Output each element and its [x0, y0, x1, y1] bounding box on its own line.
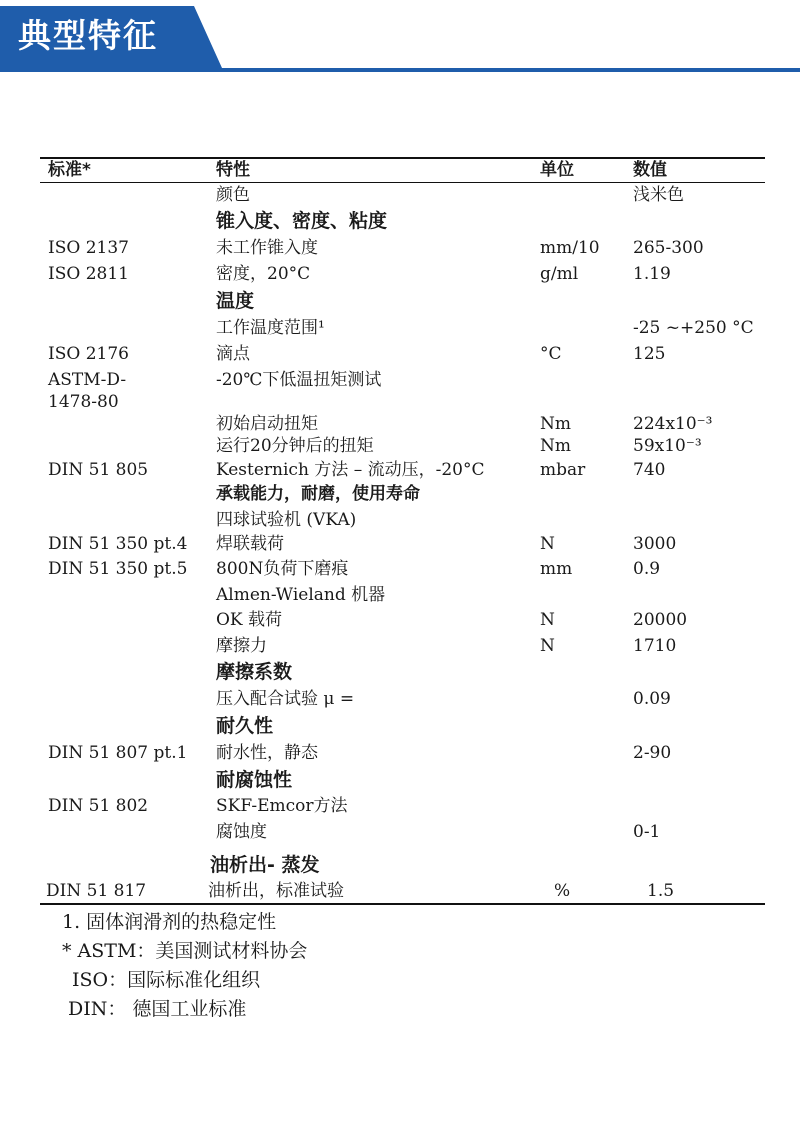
table-cell-value: 125 [633, 344, 666, 364]
header-rule [0, 68, 800, 72]
table-bottom-rule [40, 903, 765, 905]
table-cell-property: -20℃下低温扭矩测试 [216, 370, 382, 390]
table-cell-property: 摩擦力 [216, 636, 267, 656]
table-cell-property: 初始启动扭矩 [216, 414, 318, 434]
section-heading: 耐腐蚀性 [216, 769, 293, 791]
footnotes [62, 908, 307, 1024]
table-cell-standard: DIN 51 350 pt.5 [48, 559, 188, 579]
table-cell-standard: DIN 51 807 pt.1 [48, 743, 188, 763]
table-cell-property: OK 载荷 [216, 610, 283, 630]
table-cell-property: SKF-Emcor方法 [216, 796, 348, 816]
table-cell-property: 耐水性，静态 [216, 743, 318, 763]
column-header-value: 数值 [633, 160, 667, 180]
table-cell-value: 浅米色 [633, 185, 684, 205]
table-cell-standard: ISO 2811 [48, 264, 129, 284]
table-cell-value: 0.9 [633, 559, 661, 579]
section-heading: 锥入度、密度、粘度 [216, 210, 388, 232]
table-cell-value: 3000 [633, 534, 677, 554]
table-cell-value: 0-1 [633, 822, 661, 842]
table-cell-property: 工作温度范围¹ [216, 318, 325, 338]
table-cell-standard: DIN 51 817 [46, 881, 147, 901]
table-cell-unit: N [540, 610, 555, 630]
table-cell-unit: Nm [540, 436, 571, 456]
table-cell-value: -25 ~+250 °C [633, 318, 754, 338]
table-cell-property: Almen-Wieland 机器 [216, 585, 386, 605]
table-cell-property: 未工作锥入度 [216, 238, 318, 258]
section-heading: 温度 [216, 290, 255, 312]
table-cell-property: 四球试验机 (VKA) [216, 510, 357, 530]
table-cell-property: 腐蚀度 [216, 822, 267, 842]
table-cell-unit: % [554, 881, 571, 901]
table-cell-unit: °C [540, 344, 562, 364]
footnote: 1. 固体润滑剂的热稳定性 [62, 911, 277, 933]
footnote: ISO：国际标准化组织 [72, 969, 261, 991]
footnote: DIN： 德国工业标准 [68, 998, 247, 1020]
table-header-rule [40, 182, 765, 183]
table-cell-property: 油析出，标准试验 [208, 881, 344, 901]
table-cell-value: 2-90 [633, 743, 672, 763]
table-cell-unit: mbar [540, 460, 586, 480]
table-cell-standard: DIN 51 350 pt.4 [48, 534, 188, 554]
table-cell-value: 265-300 [633, 238, 704, 258]
table-cell-unit: mm [540, 559, 573, 579]
table-cell-value: 1.5 [647, 881, 675, 901]
page-title: 典型特征 [18, 16, 158, 55]
table-cell-property: 800N负荷下磨痕 [216, 559, 349, 579]
footnote: * ASTM：美国测试材料协会 [62, 940, 308, 962]
section-heading: 摩擦系数 [216, 661, 293, 683]
table-cell-value: 224x10⁻³ [633, 414, 713, 434]
table-cell-standard: ISO 2176 [48, 344, 129, 364]
table-cell-standard: ASTM-D-1478-80 [48, 370, 127, 412]
table-cell-property: 运行20分钟后的扭矩 [216, 436, 374, 456]
table-cell-property: 压入配合试验 μ = [216, 689, 355, 709]
table-cell-property: 颜色 [216, 185, 250, 205]
table-cell-unit: Nm [540, 414, 571, 434]
table-cell-property: 密度，20°C [216, 264, 311, 284]
table-cell-value: 1710 [633, 636, 677, 656]
section-heading: 耐久性 [216, 715, 274, 737]
table-cell-value: 1.19 [633, 264, 671, 284]
table-cell-standard: ISO 2137 [48, 238, 129, 258]
column-header-standard: 标准* [48, 160, 91, 180]
table-cell-standard: DIN 51 805 [48, 460, 149, 480]
table-cell-property: 焊联载荷 [216, 534, 284, 554]
table-cell-value: 59x10⁻³ [633, 436, 702, 456]
table-cell-value: 740 [633, 460, 666, 480]
table-cell-unit: g/ml [540, 264, 579, 284]
table-cell-unit: mm/10 [540, 238, 600, 258]
section-heading: 油析出- 蒸发 [210, 854, 320, 876]
table-cell-property: Kesternich 方法 – 流动压，-20°C [216, 460, 485, 480]
column-header-unit: 单位 [540, 160, 574, 180]
table-cell-standard: DIN 51 802 [48, 796, 149, 816]
table-cell-value: 0.09 [633, 689, 671, 709]
table-cell-property: 滴点 [216, 344, 250, 364]
table-cell-unit: N [540, 636, 555, 656]
table-cell-unit: N [540, 534, 555, 554]
section-heading: 承载能力，耐磨，使用寿命 [216, 484, 420, 504]
table-cell-value: 20000 [633, 610, 688, 630]
column-header-property: 特性 [216, 160, 250, 180]
